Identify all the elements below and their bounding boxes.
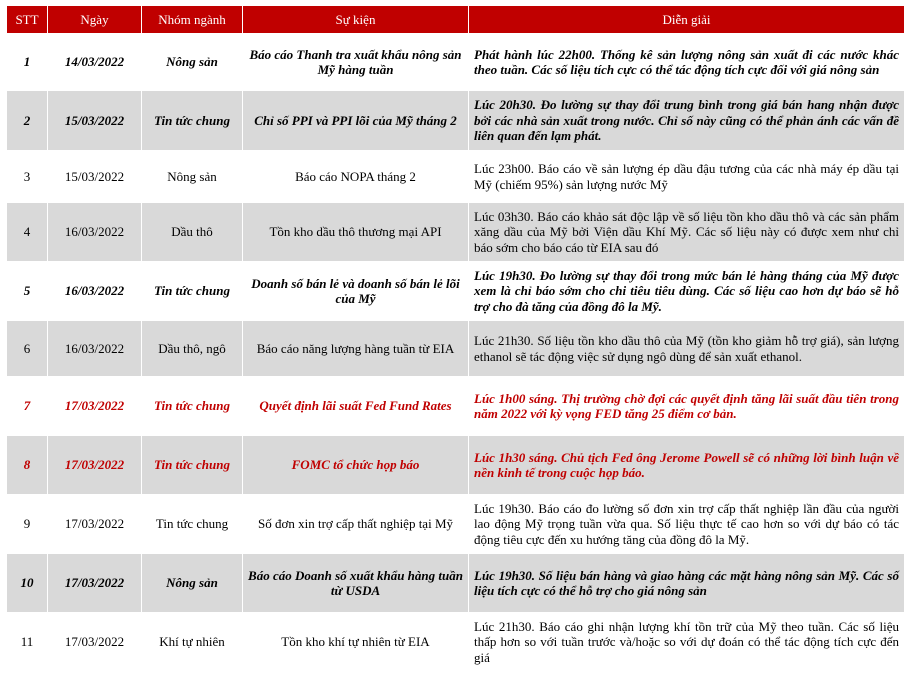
row-date: 15/03/2022: [48, 91, 142, 151]
row-description: Lúc 19h30. Báo cáo đo lường số đơn xin trợ cấp thất nghiệp lần đầu của người lao động Mỹ trọng tuần vừa qua. Số liệu thực tế cao hơn so với dự báo có tác động tiêu cực đến xu hướng tăng của đồng đô la Mỹ.: [469, 495, 905, 554]
table-row: [7, 377, 905, 436]
row-stt: 7: [7, 377, 48, 436]
row-sector: Nông sản: [142, 34, 243, 91]
row-sector: Tin tức chung: [142, 91, 243, 151]
row-stt: 8: [7, 436, 48, 495]
row-description: Lúc 21h30. Số liệu tồn kho dầu thô của Mỹ (tồn kho giảm hỗ trợ giá), sản lượng ethanol sẽ tác động việc sử dụng ngô dùng để sản xuất ethanol.: [469, 321, 905, 377]
row-sector: Tin tức chung: [142, 377, 243, 436]
row-sector: Tin tức chung: [142, 495, 243, 554]
row-description: Lúc 03h30. Báo cáo khảo sát độc lập về số liệu tồn kho dầu thô và các sản phẩm xăng dầu của Mỹ bởi Viện dầu Khí Mỹ. Các số liệu này có được xem như chỉ báo sớm cho báo cáo từ EIA sau đó: [469, 203, 905, 262]
row-stt: 3: [7, 151, 48, 203]
table-row: [7, 151, 905, 203]
row-description: Lúc 23h00. Báo cáo về sản lượng ép dầu đậu tương của các nhà máy ép dầu tại Mỹ (chiếm 95%) sản lượng nước Mỹ: [469, 151, 905, 203]
table-row: [7, 436, 905, 495]
row-stt: 5: [7, 262, 48, 321]
header-description: Diễn giải: [469, 6, 905, 34]
table-row: [7, 34, 905, 91]
table-row: [7, 495, 905, 554]
header-date: Ngày: [48, 6, 142, 34]
table-row: [7, 613, 905, 672]
row-description: Lúc 1h00 sáng. Thị trường chờ đợi các quyết định tăng lãi suất đầu tiên trong năm 2022 với kỳ vọng FED tăng 25 điểm cơ bản.: [469, 377, 905, 436]
row-stt: 9: [7, 495, 48, 554]
row-sector: Dầu thô, ngô: [142, 321, 243, 377]
row-stt: 2: [7, 91, 48, 151]
header-event: Sự kiện: [243, 6, 469, 34]
header-sector: Nhóm ngành: [142, 6, 243, 34]
row-date: 17/03/2022: [48, 436, 142, 495]
row-stt: 6: [7, 321, 48, 377]
row-sector: Nông sản: [142, 151, 243, 203]
row-sector: Dầu thô: [142, 203, 243, 262]
row-date: 14/03/2022: [48, 34, 142, 91]
row-description: Lúc 20h30. Đo lường sự thay đổi trung bình trong giá bán hang nhận được bởi các nhà sản xuất trong nước. Chỉ số này cũng có thể phản ánh các vấn đề liên quan đến lạm phát.: [469, 91, 905, 151]
row-event: Báo cáo NOPA tháng 2: [243, 151, 469, 203]
row-sector: Tin tức chung: [142, 436, 243, 495]
table-row: [7, 262, 905, 321]
row-date: 16/03/2022: [48, 203, 142, 262]
row-description: Lúc 19h30. Số liệu bán hàng và giao hàng các mặt hàng nông sản Mỹ. Các số liệu tích cực có thể hỗ trợ cho giá nông sản: [469, 554, 905, 613]
row-date: 17/03/2022: [48, 377, 142, 436]
row-description: Lúc 1h30 sáng. Chủ tịch Fed ông Jerome Powell sẽ có những lời bình luận về nền kinh tế trong cuộc họp báo.: [469, 436, 905, 495]
row-event: Tồn kho khí tự nhiên từ EIA: [243, 613, 469, 672]
row-stt: 11: [7, 613, 48, 672]
row-event: Báo cáo Thanh tra xuất khẩu nông sản Mỹ hàng tuần: [243, 34, 469, 91]
row-description: Lúc 21h30. Báo cáo ghi nhận lượng khí tồn trữ của Mỹ theo tuần. Các số liệu thấp hơn so với tuần trước và/hoặc so với dự đoán có thể tác động tích cực đến giá: [469, 613, 905, 672]
row-date: 15/03/2022: [48, 151, 142, 203]
row-date: 17/03/2022: [48, 495, 142, 554]
row-date: 17/03/2022: [48, 613, 142, 672]
row-sector: Khí tự nhiên: [142, 613, 243, 672]
row-event: Báo cáo năng lượng hàng tuần từ EIA: [243, 321, 469, 377]
row-event: Báo cáo Doanh số xuất khẩu hàng tuần từ USDA: [243, 554, 469, 613]
row-event: Chỉ số PPI và PPI lõi của Mỹ tháng 2: [243, 91, 469, 151]
row-description: Phát hành lúc 22h00. Thống kê sản lượng nông sản xuất đi các nước khác theo tuần. Các số liệu tích cực có thể tác động tích cực đối với giá nông sản: [469, 34, 905, 91]
row-stt: 1: [7, 34, 48, 91]
row-event: Quyết định lãi suất Fed Fund Rates: [243, 377, 469, 436]
row-event: Doanh số bán lẻ và doanh số bán lẻ lõi của Mỹ: [243, 262, 469, 321]
economic-events-table: [6, 5, 905, 672]
row-stt: 4: [7, 203, 48, 262]
row-event: Tồn kho dầu thô thương mại API: [243, 203, 469, 262]
row-date: 16/03/2022: [48, 321, 142, 377]
table-row: [7, 91, 905, 151]
table-row: [7, 554, 905, 613]
row-description: Lúc 19h30. Đo lường sự thay đổi trong mức bán lẻ hàng tháng của Mỹ được xem là chỉ báo sớm cho chi tiêu tiêu dùng. Các số liệu cao hơn dự báo sẽ hỗ trợ cho đà tăng của đồng đô la Mỹ.: [469, 262, 905, 321]
row-event: FOMC tổ chức họp báo: [243, 436, 469, 495]
table-row: [7, 203, 905, 262]
row-event: Số đơn xin trợ cấp thất nghiệp tại Mỹ: [243, 495, 469, 554]
row-stt: 10: [7, 554, 48, 613]
row-date: 16/03/2022: [48, 262, 142, 321]
row-sector: Tin tức chung: [142, 262, 243, 321]
row-date: 17/03/2022: [48, 554, 142, 613]
row-sector: Nông sản: [142, 554, 243, 613]
header-stt: STT: [7, 6, 48, 34]
header-row: [7, 6, 905, 34]
table-row: [7, 321, 905, 377]
